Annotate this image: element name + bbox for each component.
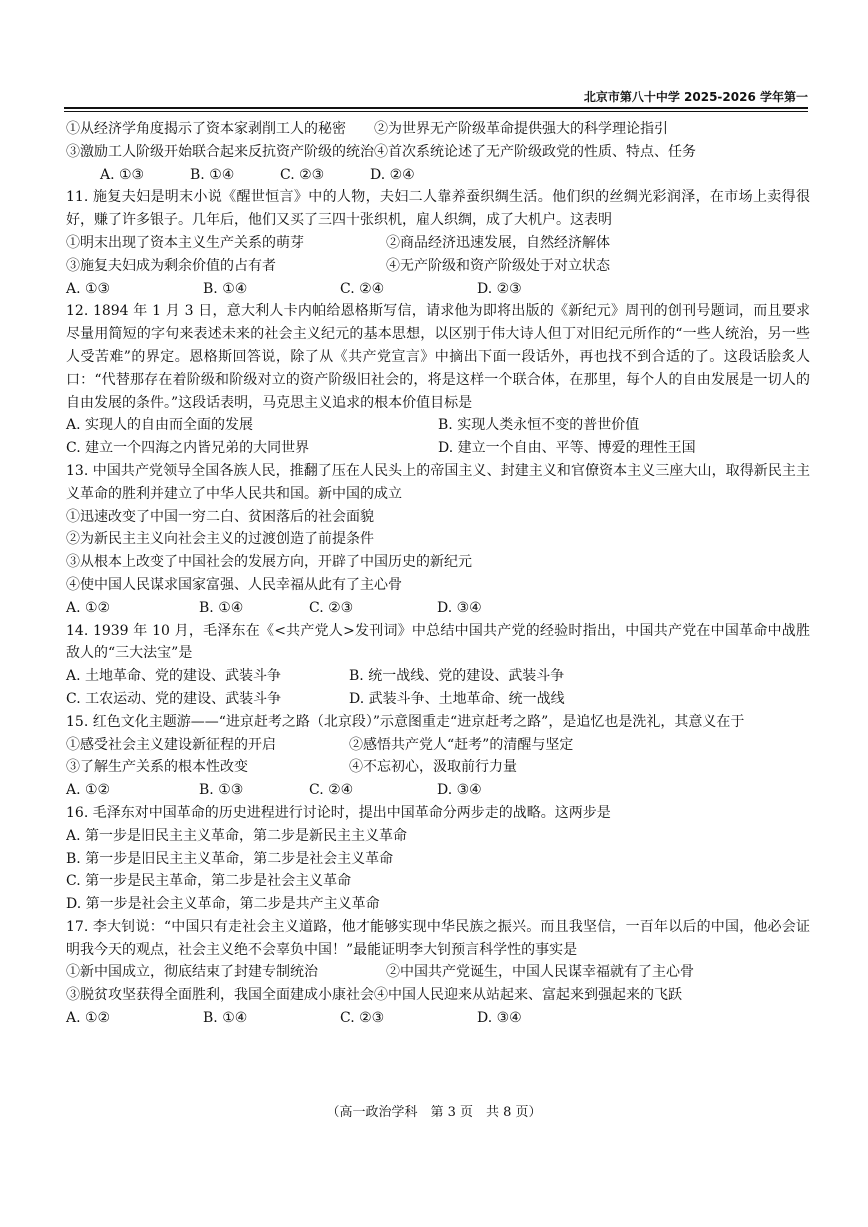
statement: ③施复夫妇成为剩余价值的占有者 bbox=[66, 257, 276, 274]
option-d: D. 武装斗争、土地革命、统一战线 bbox=[349, 690, 565, 707]
q15-statements-2 bbox=[66, 756, 810, 779]
q11-statements-1 bbox=[66, 232, 810, 255]
q16-option-d: D. 第一步是社会主义革命，第二步是共产主义革命 bbox=[66, 896, 380, 913]
header-rule bbox=[64, 107, 808, 109]
option-b: B. 统一战线、党的建设、武装斗争 bbox=[349, 668, 565, 685]
option-b: B. ①④ bbox=[203, 1010, 248, 1027]
q12-options-ab bbox=[66, 414, 810, 437]
statement: ③了解生产关系的根本性改变 bbox=[66, 759, 248, 776]
q15-stem: 15. 红色文化主题游——“进京赶考之路（北京段）”示意图重走“进京赶考之路”，是追忆也是洗礼，其意义在于 bbox=[66, 713, 745, 730]
option-b: B. ①④ bbox=[190, 166, 235, 183]
option-a: A. ①② bbox=[66, 782, 111, 799]
q17-options bbox=[66, 1007, 810, 1030]
option-c: C. ②④ bbox=[340, 280, 385, 297]
q15-options bbox=[66, 779, 810, 802]
statement: ④不忘初心，汲取前行力量 bbox=[349, 759, 517, 776]
option-d: D. ③④ bbox=[437, 782, 482, 799]
q10-statement-1-2 bbox=[66, 118, 810, 141]
q12-stem: 12. 1894 年 1 月 3 日，意大利人卡内帕给恩格斯写信，请求他为即将出版的《新纪元》周刊的创刊号题词，而且要求尽量用简短的字句来表述未来的社会主义纪元的基本思想，以区别于伟大诗人但丁对旧纪元所作的“一些人统治，另一些人受苦难”的界定。恩格斯回答说，除了从《共产党宣言》中摘出下面一段话外，再也找不到合适的了。这段话脍炙人口：“代替那存在着阶级和阶级对立的资产阶级旧社会的，将是这样一个联合体，在那里，每个人的自由发展是一切人的自由发展的条件。”这段话表明，马克思主义追求的根本价值目标是 bbox=[66, 303, 810, 411]
statement: ②感悟共产党人“赶考”的清醒与坚定 bbox=[349, 736, 574, 753]
q16-stem: 16. 毛泽东对中国革命的历史进程进行讨论时，提出中国革命分两步走的战略。这两步是 bbox=[66, 804, 611, 821]
header-rule-thin bbox=[64, 111, 808, 112]
option-d: D. ②③ bbox=[477, 280, 522, 297]
option-a: A. ①② bbox=[66, 599, 111, 616]
option-c: C. ②③ bbox=[340, 1010, 385, 1027]
option-c: C. 建立一个四海之内皆兄弟的大同世界 bbox=[66, 440, 310, 457]
option-c: C. ②④ bbox=[309, 782, 354, 799]
option-d: D. ③④ bbox=[477, 1010, 522, 1027]
statement: ①感受社会主义建设新征程的开启 bbox=[66, 736, 276, 753]
option-b: B. ①④ bbox=[203, 280, 248, 297]
option-d: D. ②④ bbox=[370, 166, 415, 183]
q17-statements-1 bbox=[66, 961, 810, 984]
statement: ④无产阶级和资产阶级处于对立状态 bbox=[386, 257, 610, 274]
q16-option-a: A. 第一步是旧民主主义革命，第二步是新民主主义革命 bbox=[66, 827, 408, 844]
option-d: D. 建立一个自由、平等、博爱的理性王国 bbox=[438, 440, 696, 457]
q13-statement-4: ④使中国人民谋求国家富强、人民幸福从此有了主心骨 bbox=[66, 576, 402, 593]
option-a: A. ①② bbox=[66, 1010, 111, 1027]
q16-option-b: B. 第一步是旧民主主义革命，第二步是社会主义革命 bbox=[66, 850, 394, 867]
q16-option-c: C. 第一步是民主革命，第二步是社会主义革命 bbox=[66, 873, 352, 890]
q14-options-cd bbox=[66, 688, 810, 711]
option-a: A. ①③ bbox=[100, 166, 145, 183]
q15-statements-1 bbox=[66, 734, 810, 757]
q13-statement-1: ①迅速改变了中国一穷二白、贫困落后的社会面貌 bbox=[66, 508, 374, 525]
q17-stem: 17. 李大钊说：“中国只有走社会主义道路，他才能够实现中华民族之振兴。而且我坚信，一百年以后的中国，他必会证明我今天的观点，社会主义绝不会辜负中国！”最能证明李大钊预言科学性的事实是 bbox=[66, 918, 810, 958]
q10-options bbox=[66, 164, 810, 187]
q12-options-cd bbox=[66, 437, 810, 460]
statement: ②商品经济迅速发展，自然经济解体 bbox=[386, 234, 610, 251]
option-b: B. 实现人类永恒不变的普世价值 bbox=[438, 417, 640, 434]
statement: ②中国共产党诞生，中国人民谋幸福就有了主心骨 bbox=[386, 964, 694, 981]
q13-options bbox=[66, 597, 810, 620]
option-c: C. ②③ bbox=[309, 599, 354, 616]
option-a: A. 实现人的自由而全面的发展 bbox=[66, 417, 254, 434]
statement: ①新中国成立，彻底结束了封建专制统治 bbox=[66, 964, 318, 981]
option-a: A. ①③ bbox=[66, 280, 111, 297]
statement: ①从经济学角度揭示了资本家剥削工人的秘密 bbox=[66, 121, 346, 137]
q11-statements-2 bbox=[66, 255, 810, 278]
q11-stem: 11. 施复夫妇是明末小说《醒世恒言》中的人物，夫妇二人靠养蚕织绸生活。他们织的丝绸光彩润泽，在市场上卖得很好，赚了许多银子。几年后，他们又买了三四十张织机，雇人织绸，成了大机户。这表明 bbox=[66, 189, 810, 229]
q10-statement-3-4: ③激励工人阶级开始联合起来反抗资产阶级的统治④首次系统论述了无产阶级政党的性质、特点、任务 bbox=[66, 143, 696, 160]
statement: ①明末出现了资本主义生产关系的萌芽 bbox=[66, 234, 304, 251]
q11-options bbox=[66, 278, 810, 301]
exam-content bbox=[66, 118, 810, 1030]
option-c: C. ②③ bbox=[280, 166, 325, 183]
option-b: B. ①③ bbox=[199, 782, 244, 799]
q14-options-ab bbox=[66, 665, 810, 688]
page-footer: （高一政治学科 第 3 页 共 8 页） bbox=[326, 1105, 542, 1120]
q13-stem: 13. 中国共产党领导全国各族人民，推翻了压在人民头上的帝国主义、封建主义和官僚资本主义三座大山，取得新民主主义革命的胜利并建立了中华人民共和国。新中国的成立 bbox=[66, 462, 810, 502]
statement: ②为世界无产阶级革命提供强大的科学理论指引 bbox=[374, 121, 668, 137]
q14-stem: 14. 1939 年 10 月，毛泽东在《<共产党人>发刊词》中总结中国共产党的经验时指出，中国共产党在中国革命中战胜敌人的“三大法宝”是 bbox=[66, 622, 810, 662]
option-d: D. ③④ bbox=[437, 599, 482, 616]
q17-statements-2: ③脱贫攻坚获得全面胜利，我国全面建成小康社会④中国人民迎来从站起来、富起来到强起来的飞跃 bbox=[66, 987, 682, 1004]
option-a: A. 土地革命、党的建设、武装斗争 bbox=[66, 668, 282, 685]
q13-statement-3: ③从根本上改变了中国社会的发展方向，开辟了中国历史的新纪元 bbox=[66, 554, 472, 571]
option-c: C. 工农运动、党的建设、武装斗争 bbox=[66, 690, 282, 707]
option-b: B. ①④ bbox=[199, 599, 244, 616]
page-header: 北京市第八十中学 2025-2026 学年第一 bbox=[583, 90, 808, 104]
q13-statement-2: ②为新民主主义向社会主义的过渡创造了前提条件 bbox=[66, 531, 374, 548]
